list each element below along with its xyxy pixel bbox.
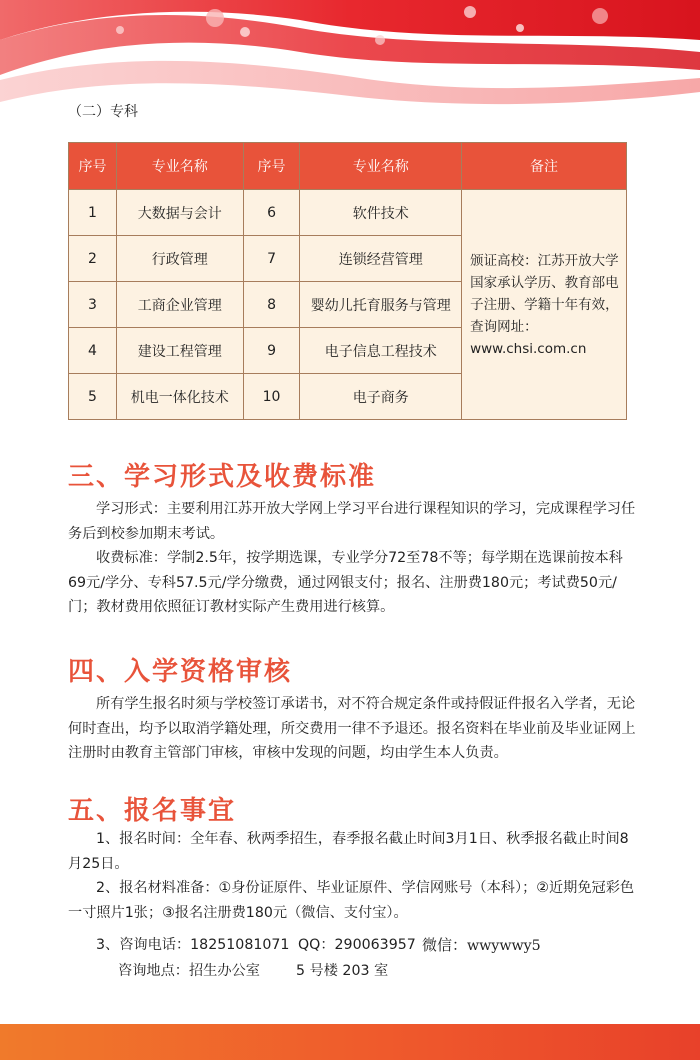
cell-no: 1 <box>69 190 117 236</box>
qq-number: 290063957 <box>334 937 416 953</box>
section-body-study-fees <box>68 497 640 620</box>
cell-no: 10 <box>243 374 300 420</box>
phone-number: 18251081071 <box>190 937 290 953</box>
address-label: 咨询地点： <box>118 963 189 979</box>
remark-cell <box>462 190 627 420</box>
paragraph-eligibility: 所有学生报名时须与学校签订承诺书，对不符合规定条件或持假证件报名入学者，无论何时查出，均予以取消学籍处理，所交费用一律不予退还。报名资料在毕业前及毕业证网上注册时由教育主管部门审核，审核中发现的问题，均由学生本人负责。 <box>68 696 636 761</box>
cell-major: 电子信息工程技术 <box>300 328 462 374</box>
table-row <box>69 190 627 236</box>
cell-no: 2 <box>69 236 117 282</box>
cell-major: 大数据与会计 <box>116 190 243 236</box>
cell-major: 机电一体化技术 <box>116 374 243 420</box>
address-office: 招生办公室 <box>188 963 260 979</box>
qq-label: QQ： <box>298 937 335 953</box>
paragraph-registration-materials: 2、报名材料准备：①身份证原件、毕业证原件、学信网账号（本科）；②近期免冠彩色一寸照片1张；③报名注册费180元（微信、支付宝）。 <box>68 880 635 921</box>
contact-address-line <box>118 960 260 980</box>
remark-url: www.chsi.com.cn <box>470 340 587 357</box>
cell-major: 婴幼儿托育服务与管理 <box>300 282 462 328</box>
cell-major: 软件技术 <box>300 190 462 236</box>
cell-no: 5 <box>69 374 117 420</box>
cell-no: 6 <box>243 190 300 236</box>
header-major-2: 专业名称 <box>300 143 462 190</box>
contact-qq-line <box>298 934 416 954</box>
remark-line: 国家承认学历、教育部电 <box>470 274 619 291</box>
header-major-1: 专业名称 <box>116 143 243 190</box>
cell-major: 连锁经营管理 <box>300 236 462 282</box>
wechat-id: wwywwy5 <box>467 938 541 954</box>
top-decorative-banner <box>0 0 700 110</box>
section-title-study-fees: 三、学习形式及收费标准 <box>68 462 377 492</box>
section-title-registration: 五、报名事宜 <box>68 796 237 826</box>
section-body-registration <box>68 827 640 925</box>
paragraph-study-form: 学习形式：主要利用江苏开放大学网上学习平台进行课程知识的学习，完成课程学习任务后到校参加期末考试。 <box>68 501 636 542</box>
contact-wechat-line <box>422 934 541 955</box>
paragraph-fee-standard: 收费标准：学制2.5年，按学期选课，专业学分72至78不等；每学期在选课前按本科69元/学分、专科57.5元/学分缴费，通过网银支付；报名、注册费180元；考试费50元/门；教材费用依照征订教材实际产生费用进行核算。 <box>68 550 623 615</box>
bottom-decorative-bar <box>0 1024 700 1060</box>
header-no-2: 序号 <box>243 143 300 190</box>
section-title-eligibility: 四、入学资格审核 <box>68 657 293 687</box>
remark-line: 子注册、学籍十年有效， <box>470 296 619 313</box>
cell-no: 3 <box>69 282 117 328</box>
cell-no: 9 <box>243 328 300 374</box>
address-building: 5 号楼 203 室 <box>296 963 389 979</box>
cell-no: 4 <box>69 328 117 374</box>
cell-major: 行政管理 <box>116 236 243 282</box>
section-body-eligibility <box>68 692 640 766</box>
header-remark: 备注 <box>462 143 627 190</box>
header-no-1: 序号 <box>69 143 117 190</box>
remark-line: 颁证高校：江苏开放大学 <box>470 252 619 269</box>
cell-major: 工商企业管理 <box>116 282 243 328</box>
subtitle-junior-college: （二）专科 <box>68 104 138 120</box>
major-table <box>68 142 627 420</box>
cell-major: 电子商务 <box>300 374 462 420</box>
cell-no: 8 <box>243 282 300 328</box>
phone-label: 3、咨询电话： <box>96 937 191 953</box>
cell-no: 7 <box>243 236 300 282</box>
table-header-row <box>69 143 627 190</box>
cell-major: 建设工程管理 <box>116 328 243 374</box>
wechat-label: 微信： <box>422 936 468 954</box>
remark-line: 查询网址： <box>470 318 538 335</box>
paragraph-registration-time: 1、报名时间：全年春、秋两季招生，春季报名截止时间3月1日、秋季报名截止时间8月25日。 <box>68 831 629 872</box>
contact-phone-line <box>96 934 289 954</box>
